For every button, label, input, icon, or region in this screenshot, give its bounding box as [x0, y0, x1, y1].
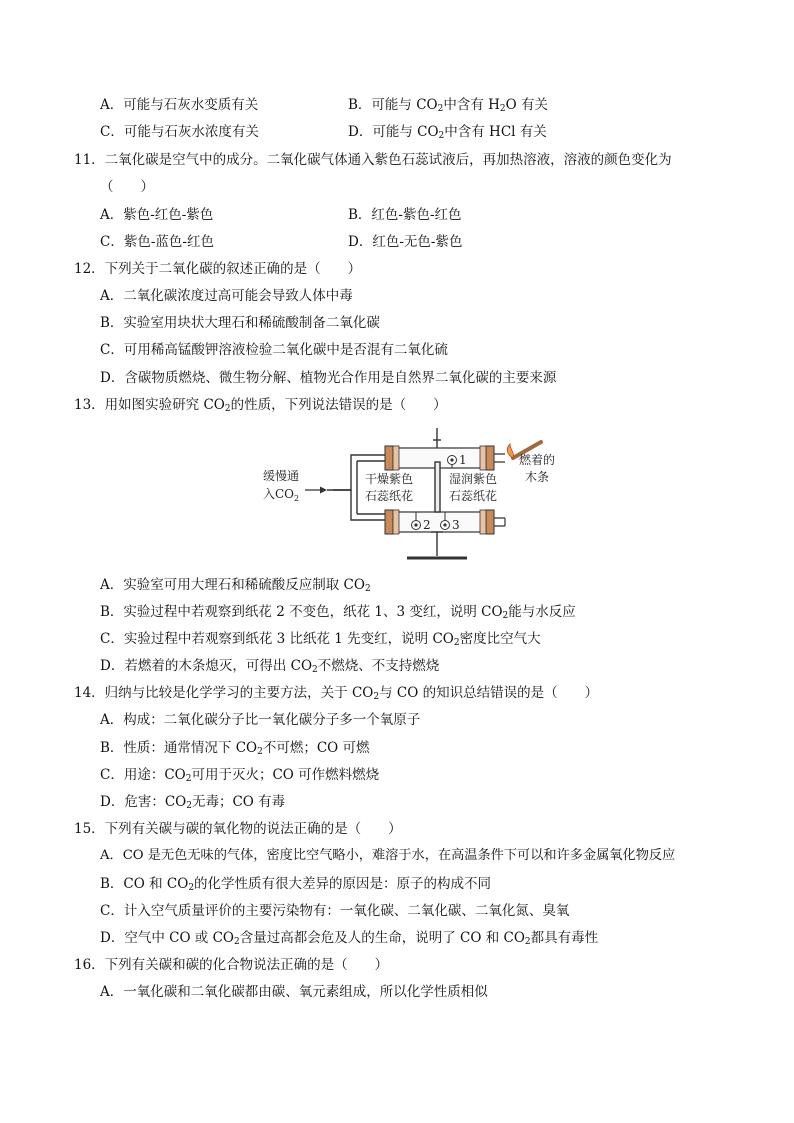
q14-stem: 14．归纳与比较是化学学习的主要方法，关于 $CO_2$与 CO 的知识总结错误的是（ ）	[74, 685, 599, 702]
q16-option-a: A．一氧化碳和二氧化碳都由碳、氧元素组成，所以化学性质相似	[100, 984, 488, 1000]
co2-experiment-figure	[257, 420, 567, 570]
q15-option-b: B．CO 和 $CO_2$的化学性质有很大差异的原因是：原子的构成不同	[100, 876, 492, 893]
inlet-pipe	[327, 455, 387, 520]
flower-number-3: 3	[452, 518, 460, 532]
q11-option-a: A．紫色-红色-紫色	[100, 207, 214, 223]
q13-option-a: A．实验室可用大理石和稀硫酸反应制取 $CO_2$	[100, 577, 371, 594]
stick-label-line1: 燃着的	[519, 453, 556, 467]
q15-stem: 15．下列有关碳与碳的氧化物的说法正确的是（ ）	[74, 821, 402, 837]
q10-option-a: A．可能与石灰水变质有关	[100, 97, 259, 113]
dry-flower-label-line1: 干燥紫色	[365, 472, 414, 486]
flower-number-2: 2	[423, 518, 431, 532]
q11-option-b: B．红色-紫色-红色	[348, 207, 462, 223]
stick-label-line2: 木条	[525, 470, 550, 484]
flower-number-1: 1	[459, 453, 467, 467]
q13-option-c: C．实验过程中若观察到纸花 3 比纸花 1 先变红，说明 $CO_2$密度比空气大	[100, 631, 541, 648]
top-glass-tube	[385, 446, 505, 470]
q15-option-d: D．空气中 CO 或 $CO_2$含量过高都会危及人的生命，说明了 CO 和 $CO_2$都具有毒性	[100, 930, 599, 947]
q11-option-c: C．紫色-蓝色-红色	[100, 234, 214, 250]
dry-flower-label-line2: 石蕊纸花	[365, 489, 414, 503]
q14-option-b: B．性质：通常情况下 $CO_2$不可燃；CO 可燃	[100, 740, 370, 757]
inlet-label-line2: 入$CO_2$	[263, 487, 300, 503]
q12-option-c: C．可用稀高锰酸钾溶液检验二氧化碳中是否混有二氧化硫	[100, 342, 448, 358]
q14-option-a: A．构成：二氧化碳分子比一氧化碳分子多一个氧原子	[100, 712, 421, 728]
q12-stem: 12．下列关于二氧化碳的叙述正确的是（ ）	[74, 261, 362, 277]
inlet-arrow	[305, 487, 327, 494]
wet-flower-label-line1: 湿润紫色	[449, 472, 498, 486]
wet-flower-label-line2: 石蕊纸花	[449, 489, 498, 503]
q14-option-c: C．用途：$CO_2$可用于灭火；CO 可作燃料燃烧	[100, 767, 380, 784]
q10-option-b: B．可能与 $CO_2$中含有 $H_2O$ 有关	[348, 97, 549, 114]
q15-option-c: C．计入空气质量评价的主要污染物有：一氧化碳、二氧化碳、二氧化氮、臭氧	[100, 903, 570, 919]
q16-stem: 16．下列有关碳和碳的化合物说法正确的是（ ）	[74, 957, 389, 973]
inlet-label-line1: 缓慢通	[263, 469, 300, 483]
q11-option-d: D．红色-无色-紫色	[348, 234, 463, 250]
q10-option-c: C．可能与石灰水浓度有关	[100, 124, 259, 140]
q10-option-d: D．可能与 $CO_2$中含有 HCl 有关	[348, 124, 547, 141]
q11-stem: 11．二氧化碳是空气中的成分。二氧化碳气体通入紫色石蕊试液后，再加热溶液，溶液的颜色变化为	[74, 152, 672, 168]
q15-option-a: A．CO 是无色无味的气体，密度比空气略小，难溶于水，在高温条件下可以和许多金属氧化物反应	[100, 848, 676, 863]
q11-blank: （ ）	[100, 179, 154, 195]
q12-option-d: D．含碳物质燃烧、微生物分解、植物光合作用是自然界二氧化碳的主要来源	[100, 370, 557, 386]
q13-option-b: B．实验过程中若观察到纸花 2 不变色，纸花 1、3 变红，说明 $CO_2$能与水反应	[100, 604, 576, 621]
q12-option-a: A．二氧化碳浓度过高可能会导致人体中毒	[100, 288, 353, 304]
q14-option-d: D．危害：$CO_2$无毒；CO 有毒	[100, 794, 286, 811]
q12-option-b: B．实验室用块状大理石和稀硫酸制备二氧化碳	[100, 315, 380, 331]
q13-option-d: D．若燃着的木条熄灭，可得出 $CO_2$不燃烧、不支持燃烧	[100, 658, 440, 675]
q13-stem: 13．用如图实验研究 $CO_2$的性质，下列说法错误的是（ ）	[74, 397, 447, 414]
